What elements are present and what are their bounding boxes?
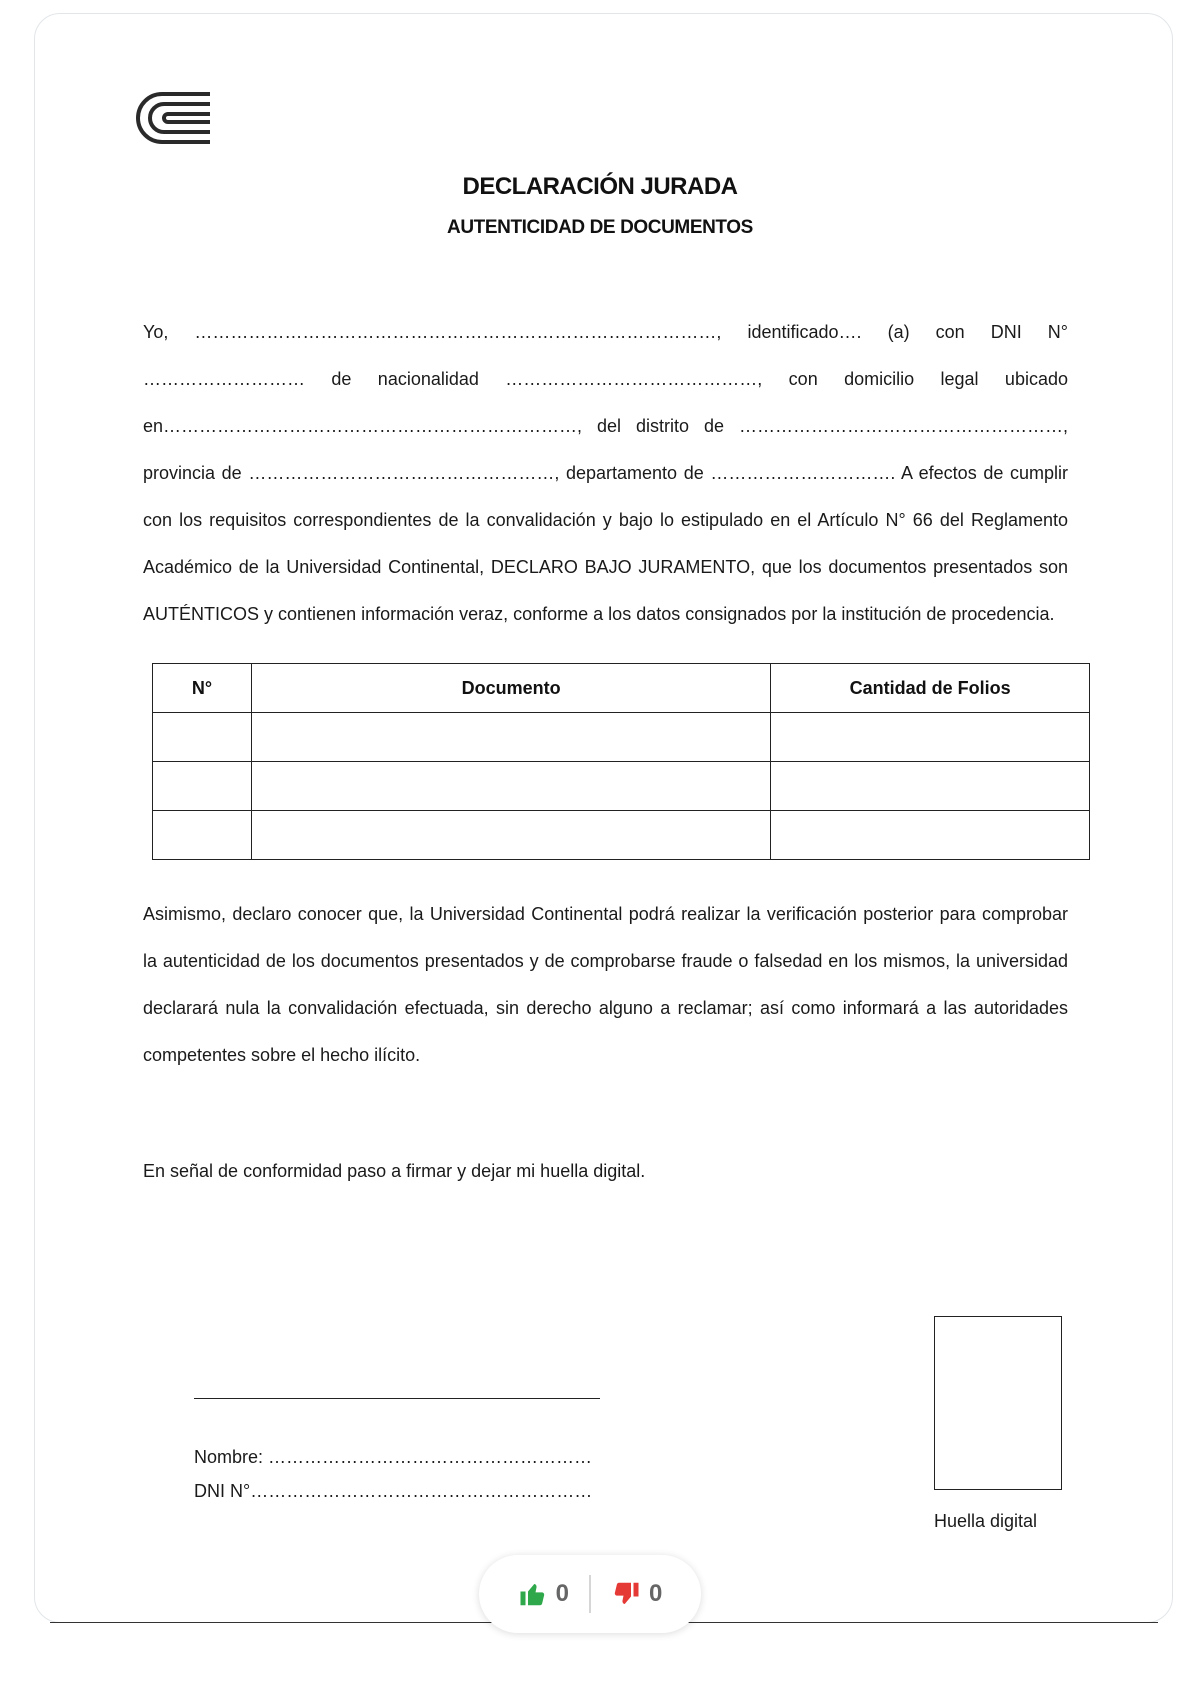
dislike-count: 0: [649, 1580, 663, 1607]
document-subtitle: AUTENTICIDAD DE DOCUMENTOS: [447, 217, 753, 238]
vote-divider: [589, 1575, 591, 1613]
table-cell: [251, 713, 770, 762]
header-document: Documento: [251, 664, 770, 713]
thumbs-up-icon: [518, 1579, 548, 1609]
table-cell: [771, 713, 1090, 762]
vote-bar: [479, 1555, 701, 1633]
table-cell: [153, 713, 252, 762]
like-count: 0: [555, 1580, 569, 1607]
header-number: N°: [153, 664, 252, 713]
table-header-row: [153, 664, 1090, 713]
table-cell: [251, 811, 770, 860]
table-row: [153, 811, 1090, 860]
university-logo: [136, 90, 212, 146]
conformity-paragraph: En señal de conformidad paso a firmar y dejar mi huella digital.: [143, 1161, 646, 1181]
table-row: [153, 762, 1090, 811]
table-cell: [153, 811, 252, 860]
dislike-button[interactable]: [611, 1579, 662, 1609]
table-cell: [251, 762, 770, 811]
table-cell: [771, 811, 1090, 860]
fingerprint-box: [934, 1316, 1062, 1490]
signature-dni-line: DNI N°…………………………………………………: [194, 1481, 593, 1501]
table-cell: [771, 762, 1090, 811]
header-folios: Cantidad de Folios: [771, 664, 1090, 713]
table-row: [153, 713, 1090, 762]
like-button[interactable]: [518, 1579, 569, 1609]
table-cell: [153, 762, 252, 811]
fingerprint-label: Huella digital: [934, 1511, 1038, 1531]
thumbs-down-icon: [611, 1579, 641, 1609]
verification-paragraph: Asimismo, declaro conocer que, la Universidad Continental podrá realizar la verificación posterior para comprobar la autenticidad de los documentos presentados y de comprobarse fraude o falsedad en los mismos, la universidad declarará nula la convalidación efectuada, sin derecho alguno a reclamar; así como informará a las autoridades competentes sobre el hecho ilícito.: [143, 904, 1068, 1065]
document-title: DECLARACIÓN JURADA: [462, 173, 738, 200]
documents-table: [152, 663, 1090, 860]
signature-name-line: Nombre: ………………………………………………: [194, 1447, 593, 1467]
declaration-paragraph: Yo, ……………………………………………………………………………, identificado…. (a) con DNI N° ……………………… de nacionalidad ……………………………………, con domicilio legal ubicado en……………………………………………………………, del distrito de ………………………………………………, provincia de ……………………………………………, departamento de …………………………. A efectos de cumplir con los requisitos correspondientes de la convalidación y bajo lo estipulado en el Artículo N° 66 del Reglamento Académico de la Universidad Continental, DECLARO BAJO JURAMENTO, que los documentos presentados son AUTÉNTICOS y contienen información veraz, conforme a los datos consignados por la institución de procedencia.: [143, 322, 1068, 624]
signature-line: [194, 1398, 600, 1399]
